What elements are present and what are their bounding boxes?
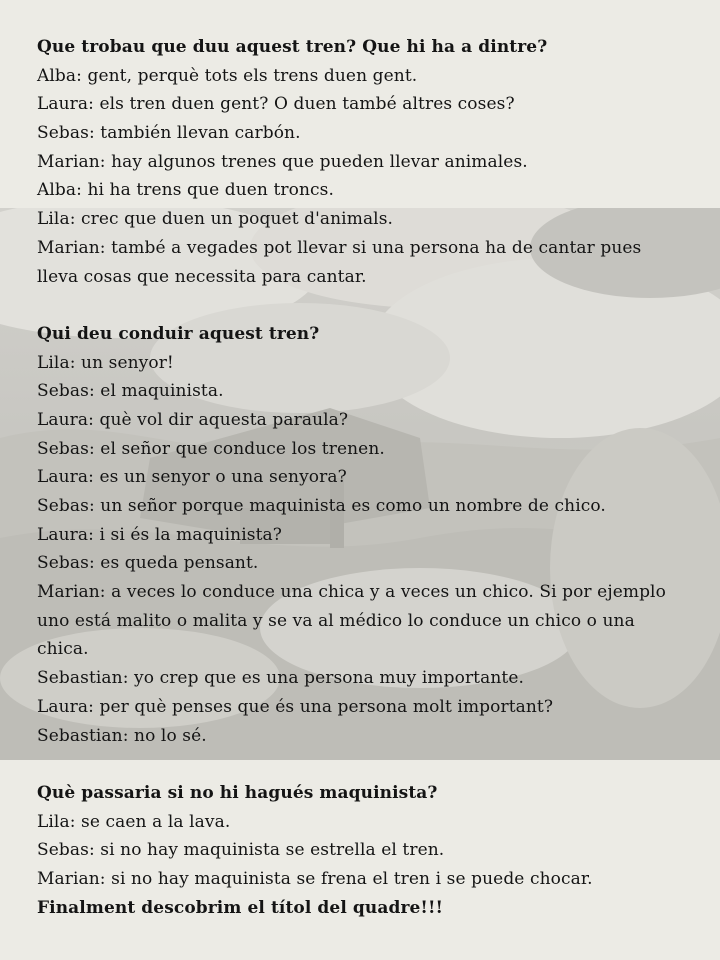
- question-heading: Què passaria si no hi hagués maquinista?: [37, 782, 438, 803]
- transcript: [37, 33, 697, 922]
- transcript-line: Marian: també a vegades pot llevar si una persona ha de cantar pues: [37, 237, 642, 258]
- question-heading: Que trobau que duu aquest tren? Que hi ha a dintre?: [37, 37, 548, 57]
- question-heading: Qui deu conduir aquest tren?: [37, 323, 320, 344]
- section-spacer: [37, 750, 697, 779]
- transcript-line: Sebas: si no hay maquinista se estrella el tren.: [37, 840, 445, 861]
- transcript-line: Lila: un senyor!: [37, 352, 174, 373]
- transcript-line: Sebastian: yo crep que es una persona muy importante.: [37, 668, 524, 689]
- transcript-line: Marian: a veces lo conduce una chica y a veces un chico. Si por ejemplo: [37, 582, 666, 603]
- transcript-line: Laura: i si és la maquinista?: [37, 524, 282, 545]
- transcript-line: Sebastian: no lo sé.: [37, 725, 207, 746]
- transcript-line: Lila: se caen a la lava.: [37, 811, 231, 832]
- transcript-line: lleva cosas que necessita para cantar.: [37, 266, 367, 287]
- transcript-line: Sebas: el señor que conduce los trenen.: [37, 438, 385, 459]
- transcript-line: Laura: què vol dir aquesta paraula?: [37, 409, 349, 430]
- transcript-line: Alba: hi ha trens que duen troncs.: [37, 180, 334, 201]
- transcript-line: Marian: si no hay maquinista se frena el tren i se puede chocar.: [37, 868, 593, 889]
- transcript-line: Laura: els tren duen gent? O duen també altres coses?: [37, 94, 515, 115]
- transcript-line: uno está malito o malita y se va al médico lo conduce un chico o una: [37, 610, 635, 631]
- transcript-line: Lila: crec que duen un poquet d'animals.: [37, 209, 394, 230]
- closing-line: Finalment descobrim el títol del quadre!!!: [37, 897, 444, 918]
- transcript-line: Alba: gent, perquè tots els trens duen gent.: [37, 65, 418, 86]
- transcript-line: Sebas: es queda pensant.: [37, 553, 259, 574]
- transcript-line: Sebas: también llevan carbón.: [37, 123, 301, 144]
- transcript-line: Marian: hay algunos trenes que pueden llevar animales.: [37, 151, 528, 172]
- transcript-line: Laura: es un senyor o una senyora?: [37, 467, 347, 488]
- transcript-line: Sebas: un señor porque maquinista es como un nombre de chico.: [37, 496, 606, 516]
- transcript-line: Sebas: el maquinista.: [37, 381, 224, 402]
- transcript-line: Laura: per què penses que és una persona molt important?: [37, 696, 554, 717]
- transcript-line: chica.: [37, 639, 89, 660]
- section-spacer: [37, 291, 697, 320]
